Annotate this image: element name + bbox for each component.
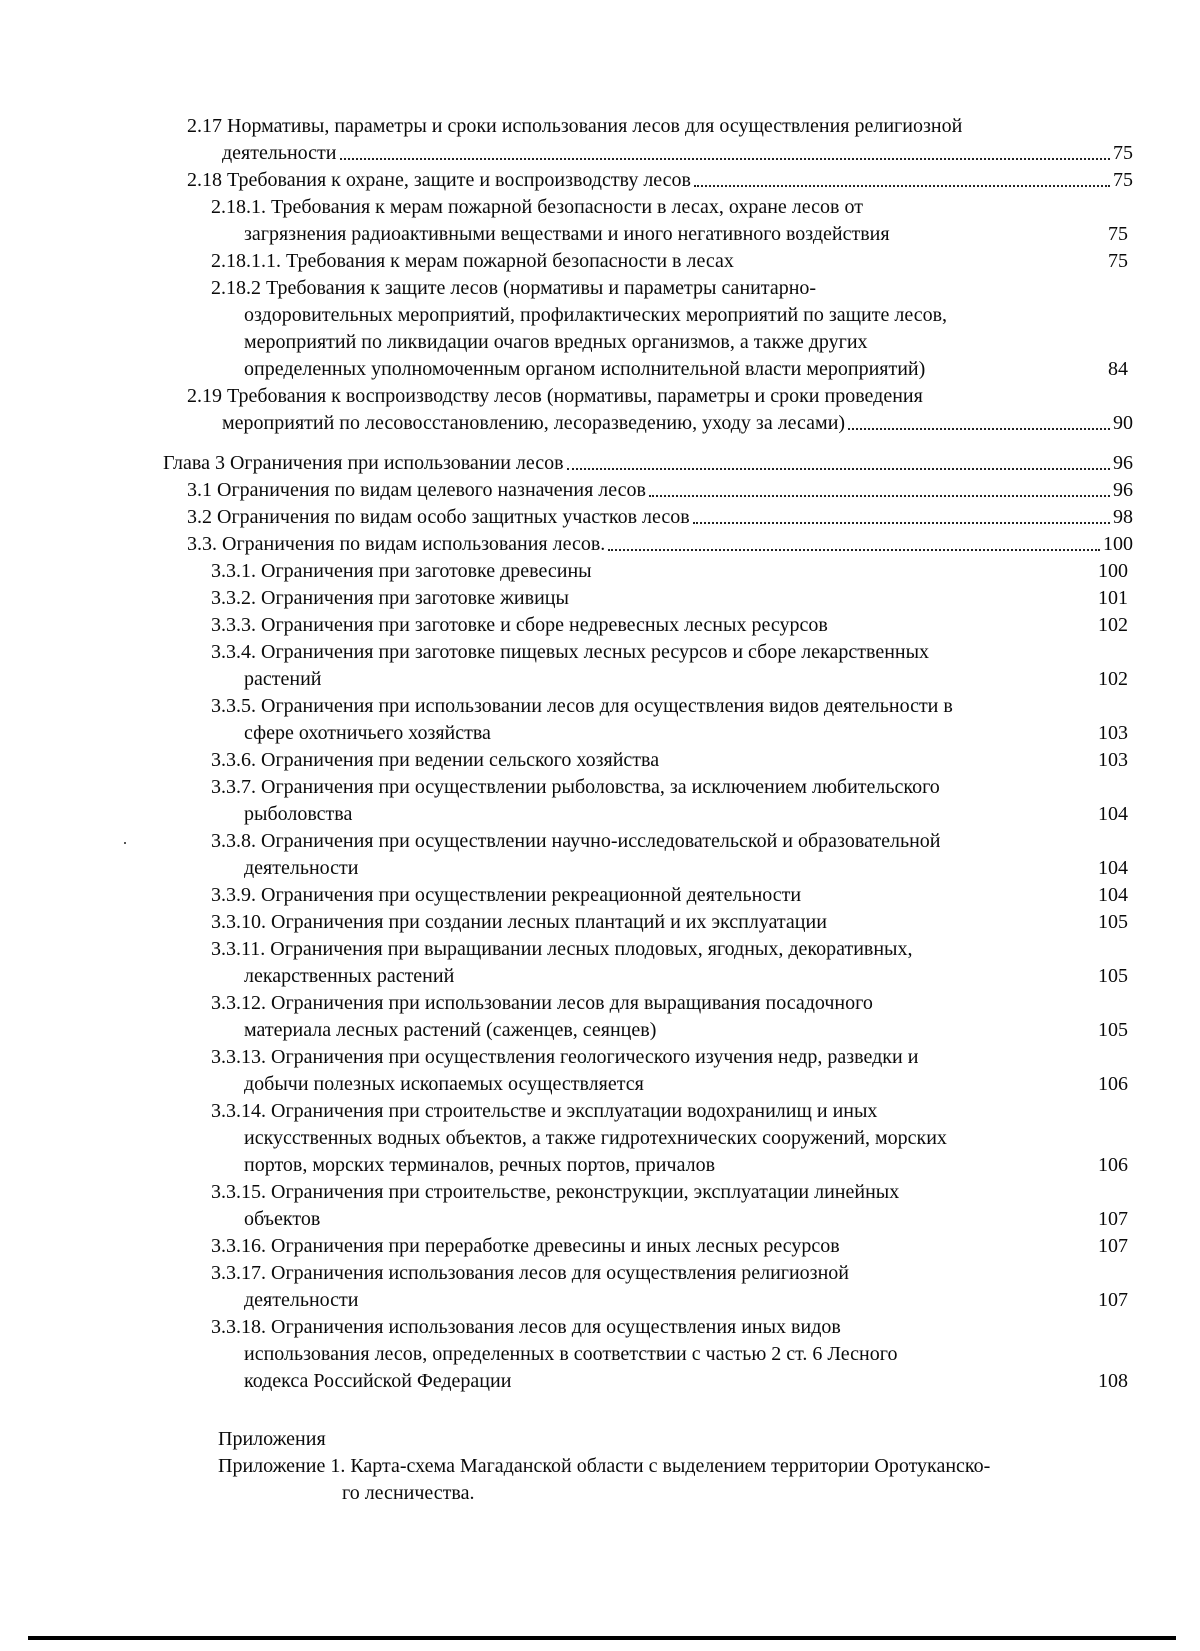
toc-page-number: 75 [1108, 250, 1128, 272]
dot-leader [340, 140, 1111, 160]
toc-entry-text-line: 2.18.1.1. Требования к мерам пожарной безопасности в лесах [211, 250, 734, 272]
leader-gap [840, 1233, 1098, 1260]
toc-entry-text-line: деятельности [244, 857, 359, 879]
toc-entry[interactable] [211, 275, 1128, 383]
toc-entry[interactable] [211, 558, 1128, 585]
toc-entry-text-line: 3.3.12. Ограничения при использовании лесов для выращивания посадочного [211, 992, 873, 1014]
toc-entry[interactable] [211, 1098, 1128, 1179]
toc-entry[interactable] [211, 194, 1128, 248]
toc-page-number: 101 [1098, 587, 1128, 609]
scan-speck [124, 842, 126, 844]
toc-page-number: 102 [1098, 668, 1128, 690]
toc-entry-text-line: лекарственных растений [244, 965, 455, 987]
bottom-rule [28, 1636, 1176, 1640]
leader-gap [359, 1287, 1099, 1314]
dot-leader [848, 410, 1110, 430]
toc-entry[interactable] [211, 639, 1128, 693]
toc-entry-text-line: 3.3.8. Ограничения при осуществлении научно-исследовательской и образовательной [211, 830, 941, 852]
appendix-heading: Приложения [218, 1428, 326, 1450]
toc-entry-text-line: искусственных водных объектов, а также гидротехнических сооружений, морских [244, 1127, 947, 1149]
leader-gap [592, 558, 1098, 585]
leader-gap [890, 221, 1108, 248]
leader-gap [828, 612, 1098, 639]
toc-entry-text-line: 2.18 Требования к охране, защите и воспроизводству лесов [187, 169, 691, 191]
toc-entry-text-line: объектов [244, 1208, 321, 1230]
dot-leader [694, 167, 1110, 187]
toc-entry-text-line: мероприятий по лесовосстановлению, лесоразведению, уходу за лесами) [222, 412, 846, 434]
leader-gap [801, 882, 1098, 909]
toc-entry-text-line: 3.3.18. Ограничения использования лесов для осуществления иных видов [211, 1316, 841, 1338]
toc-entry[interactable] [211, 909, 1128, 936]
toc-entry-text-line: 2.18.2 Требования к защите лесов (нормативы и параметры санитарно- [211, 277, 817, 299]
toc-entry-text-line: 3.3.15. Ограничения при строительстве, реконструкции, эксплуатации линейных [211, 1181, 900, 1203]
toc-entry[interactable] [211, 585, 1128, 612]
toc-entry-text-line: 2.19 Требования к воспроизводству лесов (нормативы, параметры и сроки проведения [187, 385, 923, 407]
toc-entry-text-line: добычи полезных ископаемых осуществляется [244, 1073, 644, 1095]
toc-entry-text-line: 3.3.17. Ограничения использования лесов для осуществления религиозной [211, 1262, 849, 1284]
toc-entry[interactable] [211, 612, 1128, 639]
toc-entry-text-line: 3.3.9. Ограничения при осуществлении рекреационной деятельности [211, 884, 802, 906]
toc-entry-text-line: загрязнения радиоактивными веществами и иного негативного воздействия [244, 223, 890, 245]
toc-page-number: 104 [1098, 884, 1128, 906]
toc-entry[interactable] [187, 167, 1133, 194]
toc-page-number: 104 [1098, 857, 1128, 879]
leader-gap [352, 801, 1098, 828]
leader-gap [569, 585, 1098, 612]
toc-page-number: 107 [1098, 1235, 1128, 1257]
dot-leader [567, 450, 1110, 470]
toc-entry-text-line: 3.3.2. Ограничения при заготовке живицы [211, 587, 569, 609]
toc-entry-text-line: 3.3.11. Ограничения при выращивании лесных плодовых, ягодных, декоративных, [211, 938, 913, 960]
toc-page-number: 75 [1108, 223, 1128, 245]
leader-gap [321, 666, 1098, 693]
toc-entry[interactable] [163, 450, 1133, 477]
toc-page-number: 106 [1098, 1154, 1128, 1176]
toc-entry-text-line: 3.1 Ограничения по видам целевого назначения лесов [187, 479, 646, 501]
toc-entry[interactable] [211, 1314, 1128, 1395]
toc-entry[interactable] [211, 1179, 1128, 1233]
toc-entry[interactable] [211, 936, 1128, 990]
leader-gap [656, 1017, 1098, 1044]
leader-gap [827, 909, 1098, 936]
toc-entry-text-line: рыболовства [244, 803, 353, 825]
toc-entry-text-line: кодекса Российской Федерации [244, 1370, 512, 1392]
toc-entry[interactable] [211, 693, 1128, 747]
leader-gap [320, 1206, 1098, 1233]
toc-entry-text-line: 3.3.3. Ограничения при заготовке и сборе недревесных лесных ресурсов [211, 614, 828, 636]
toc-entry-text-line: растений [244, 668, 322, 690]
toc-page-number: 98 [1113, 506, 1133, 528]
toc-page-number: 103 [1098, 722, 1128, 744]
toc-page-number: 107 [1098, 1289, 1128, 1311]
leader-gap [359, 855, 1099, 882]
toc-entry-text-line: Глава 3 Ограничения при использовании лесов [163, 452, 564, 474]
toc-entry-text-line: 3.3.1. Ограничения при заготовке древесины [211, 560, 592, 582]
toc-page-number: 96 [1113, 479, 1133, 501]
toc-entry[interactable] [211, 1260, 1128, 1314]
toc-entry-text-line: деятельности [222, 142, 337, 164]
toc-entry[interactable] [211, 828, 1128, 882]
leader-gap [511, 1368, 1098, 1395]
toc-entry-text-line: 3.2 Ограничения по видам особо защитных участков лесов [187, 506, 690, 528]
toc-entry[interactable] [211, 990, 1128, 1044]
toc-entry-text-line: 3.3.7. Ограничения при осуществлении рыболовства, за исключением любительского [211, 776, 940, 798]
toc-entry[interactable] [187, 383, 1133, 437]
appendix-section [218, 1426, 1158, 1507]
toc-page-number: 100 [1098, 560, 1128, 582]
leader-gap [644, 1071, 1098, 1098]
leader-gap [659, 747, 1098, 774]
toc-page-number: 106 [1098, 1073, 1128, 1095]
toc-entry-text-line: 3.3.10. Ограничения при создании лесных плантаций и их эксплуатации [211, 911, 827, 933]
toc-entry-text-line: мероприятий по ликвидации очагов вредных организмов, а также других [244, 331, 868, 353]
toc-entry[interactable] [211, 774, 1128, 828]
toc-entry-text-line: 3.3.13. Ограничения при осуществления геологического изучения недр, разведки и [211, 1046, 919, 1068]
toc-entry-text-line: определенных уполномоченным органом исполнительной власти мероприятий) [244, 358, 926, 380]
toc-page-number: 96 [1113, 452, 1133, 474]
toc-entry-text-line: 2.17 Нормативы, параметры и сроки использования лесов для осуществления религиозной [187, 115, 963, 137]
toc-entry[interactable] [211, 747, 1128, 774]
toc-entry-text-line: деятельности [244, 1289, 359, 1311]
toc-page-number: 84 [1108, 358, 1128, 380]
toc-entry-text-line: материала лесных растений (саженцев, сеянцев) [244, 1019, 657, 1041]
leader-gap [454, 963, 1098, 990]
toc-entry[interactable] [187, 531, 1133, 558]
toc-page-number: 103 [1098, 749, 1128, 771]
toc-page-number: 108 [1098, 1370, 1128, 1392]
toc-entry-text-line: сфере охотничьего хозяйства [244, 722, 491, 744]
toc-entry-text-line: оздоровительных мероприятий, профилактических мероприятий по защите лесов, [244, 304, 948, 326]
toc-page-number: 104 [1098, 803, 1128, 825]
toc-entry-text-line: 3.3.5. Ограничения при использовании лесов для осуществления видов деятельности в [211, 695, 953, 717]
toc-page-number: 75 [1113, 142, 1133, 164]
toc-page-number: 102 [1098, 614, 1128, 636]
toc-entry-text-line: 3.3.6. Ограничения при ведении сельского хозяйства [211, 749, 660, 771]
toc-entry[interactable] [211, 248, 1128, 275]
toc-entry-text-line: 3.3. Ограничения по видам использования лесов. [187, 533, 606, 555]
toc-page-number: 75 [1113, 169, 1133, 191]
toc-page-number: 105 [1098, 965, 1128, 987]
leader-gap [734, 248, 1108, 275]
dot-leader [649, 477, 1110, 497]
toc-page-number: 107 [1098, 1208, 1128, 1230]
leader-gap [491, 720, 1098, 747]
dot-leader [608, 531, 1100, 551]
toc-entry-text-line: портов, морских терминалов, речных портов, причалов [244, 1154, 716, 1176]
toc-page-number: 105 [1098, 1019, 1128, 1041]
toc-entry-text-line: 2.18.1. Требования к мерам пожарной безопасности в лесах, охране лесов от [211, 196, 863, 218]
toc-entry-text-line: 3.3.4. Ограничения при заготовке пищевых лесных ресурсов и сборе лекарственных [211, 641, 930, 663]
toc-entry[interactable] [211, 882, 1128, 909]
appendix-item-line: го лесничества. [342, 1482, 475, 1504]
toc-entry[interactable] [187, 504, 1133, 531]
toc-page-number: 90 [1113, 412, 1133, 434]
toc-entry-text-line: 3.3.16. Ограничения при переработке древесины и иных лесных ресурсов [211, 1235, 840, 1257]
toc-entry[interactable] [211, 1044, 1128, 1098]
dot-leader [693, 504, 1110, 524]
toc-entry[interactable] [211, 1233, 1128, 1260]
toc-entry-text-line: 3.3.14. Ограничения при строительстве и эксплуатации водохранилищ и иных [211, 1100, 878, 1122]
appendix-item-line: Приложение 1. Карта-схема Магаданской области с выделением территории Оротуканско- [218, 1455, 991, 1477]
toc-entry[interactable] [187, 477, 1133, 504]
leader-gap [715, 1152, 1098, 1179]
toc-entry-text-line: использования лесов, определенных в соответствии с частью 2 ст. 6 Лесного [244, 1343, 898, 1365]
leader-gap [925, 356, 1108, 383]
toc-entry[interactable] [187, 113, 1133, 167]
toc-page-number: 105 [1098, 911, 1128, 933]
toc-page-number: 100 [1103, 533, 1133, 555]
